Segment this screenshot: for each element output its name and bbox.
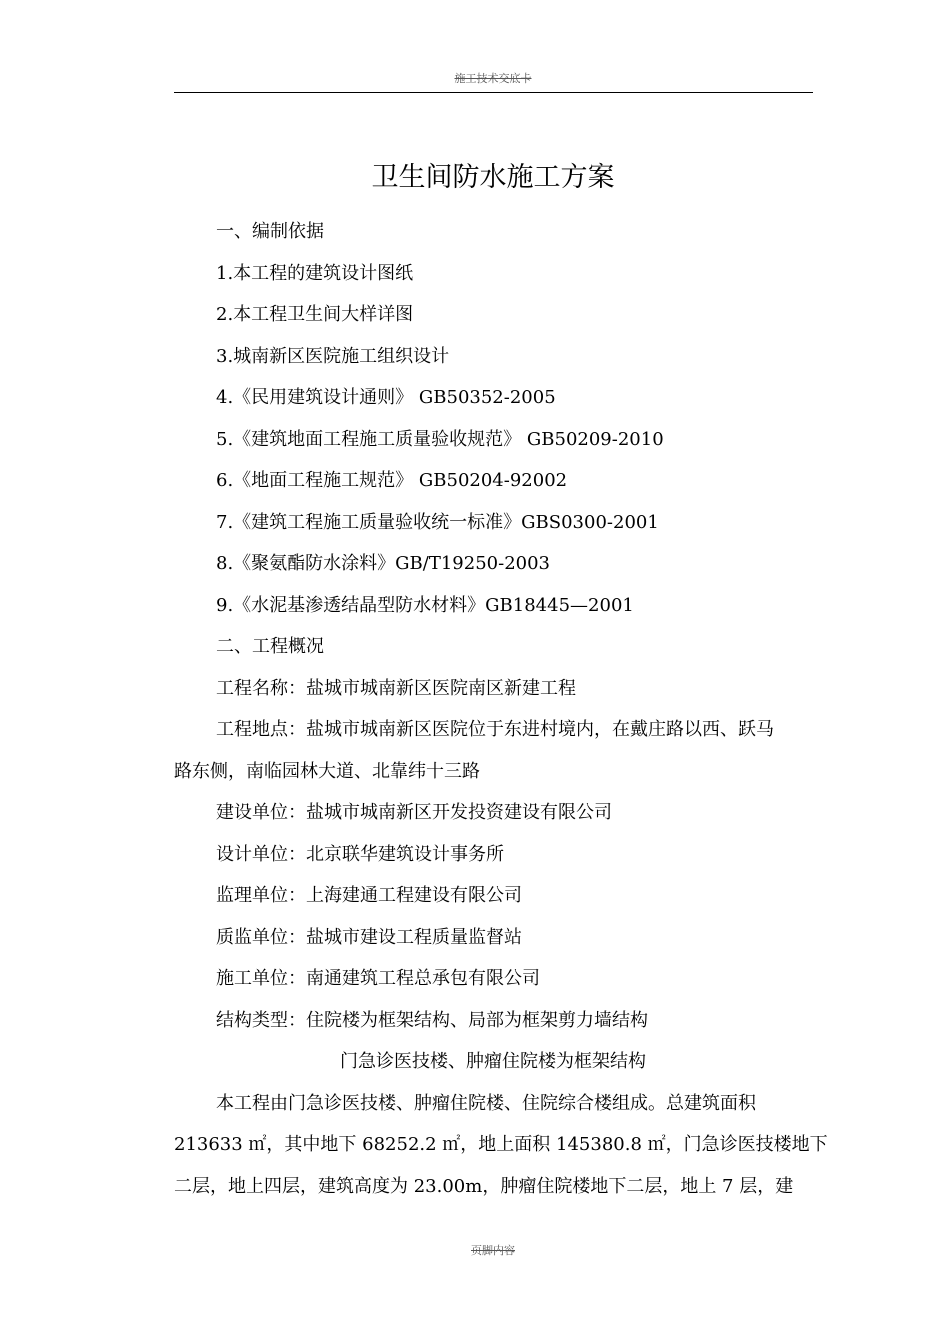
quality-supervision-unit: 质监单位：盐城市建设工程质量监督站 [216, 927, 522, 948]
project-name: 工程名称：盐城市城南新区医院南区新建工程 [216, 678, 576, 699]
basis-item-2: 2.本工程卫生间大样详图 [216, 304, 414, 325]
basis-item-1: 1.本工程的建筑设计图纸 [216, 263, 414, 284]
design-unit: 设计单位：北京联华建筑设计事务所 [216, 844, 504, 865]
basis-item-4: 4.《民用建筑设计通则》 GB50352-2005 [216, 387, 556, 408]
structure-type-line-1: 结构类型：住院楼为框架结构、局部为框架剪力墙结构 [216, 1010, 648, 1031]
basis-item-8: 8.《聚氨酯防水涂料》GB/T19250-2003 [216, 553, 551, 574]
project-location-line-2: 路东侧，南临园林大道、北靠纬十三路 [174, 761, 480, 782]
basis-item-6: 6.《地面工程施工规范》 GB50204-92002 [216, 470, 568, 491]
section-heading-basis: 一、编制依据 [216, 221, 324, 242]
basis-item-9: 9.《水泥基渗透结晶型防水材料》GB18445—2001 [216, 595, 634, 616]
owner-unit: 建设单位：盐城市城南新区开发投资建设有限公司 [216, 802, 612, 823]
page-header-text: 施工技术交底卡 [454, 72, 532, 85]
project-description-line-1: 本工程由门急诊医技楼、肿瘤住院楼、住院综合楼组成。总建筑面积 [216, 1093, 756, 1114]
basis-item-3: 3.城南新区医院施工组织设计 [216, 346, 450, 367]
supervision-unit: 监理单位：上海建通工程建设有限公司 [216, 885, 522, 906]
section-heading-overview: 二、工程概况 [216, 636, 324, 657]
page-footer-text: 页脚内容 [471, 1244, 515, 1257]
project-description-line-2: 213633 ㎡，其中地下 68252.2 ㎡，地上面积 145380.8 ㎡，门急诊医技楼地下 [174, 1134, 828, 1155]
construction-unit: 施工单位：南通建筑工程总承包有限公司 [216, 968, 540, 989]
project-location-line-1: 工程地点：盐城市城南新区医院位于东进村境内，在戴庄路以西、跃马 [216, 719, 774, 740]
project-description-line-3: 二层，地上四层，建筑高度为 23.00m，肿瘤住院楼地下二层，地上 7 层，建 [174, 1176, 794, 1197]
header-rule [174, 92, 813, 93]
document-title: 卫生间防水施工方案 [371, 162, 615, 193]
basis-item-7: 7.《建筑工程施工质量验收统一标准》GBS0300-2001 [216, 512, 659, 533]
basis-item-5: 5.《建筑地面工程施工质量验收规范》 GB50209-2010 [216, 429, 664, 450]
structure-type-line-2: 门急诊医技楼、肿瘤住院楼为框架结构 [340, 1051, 646, 1072]
